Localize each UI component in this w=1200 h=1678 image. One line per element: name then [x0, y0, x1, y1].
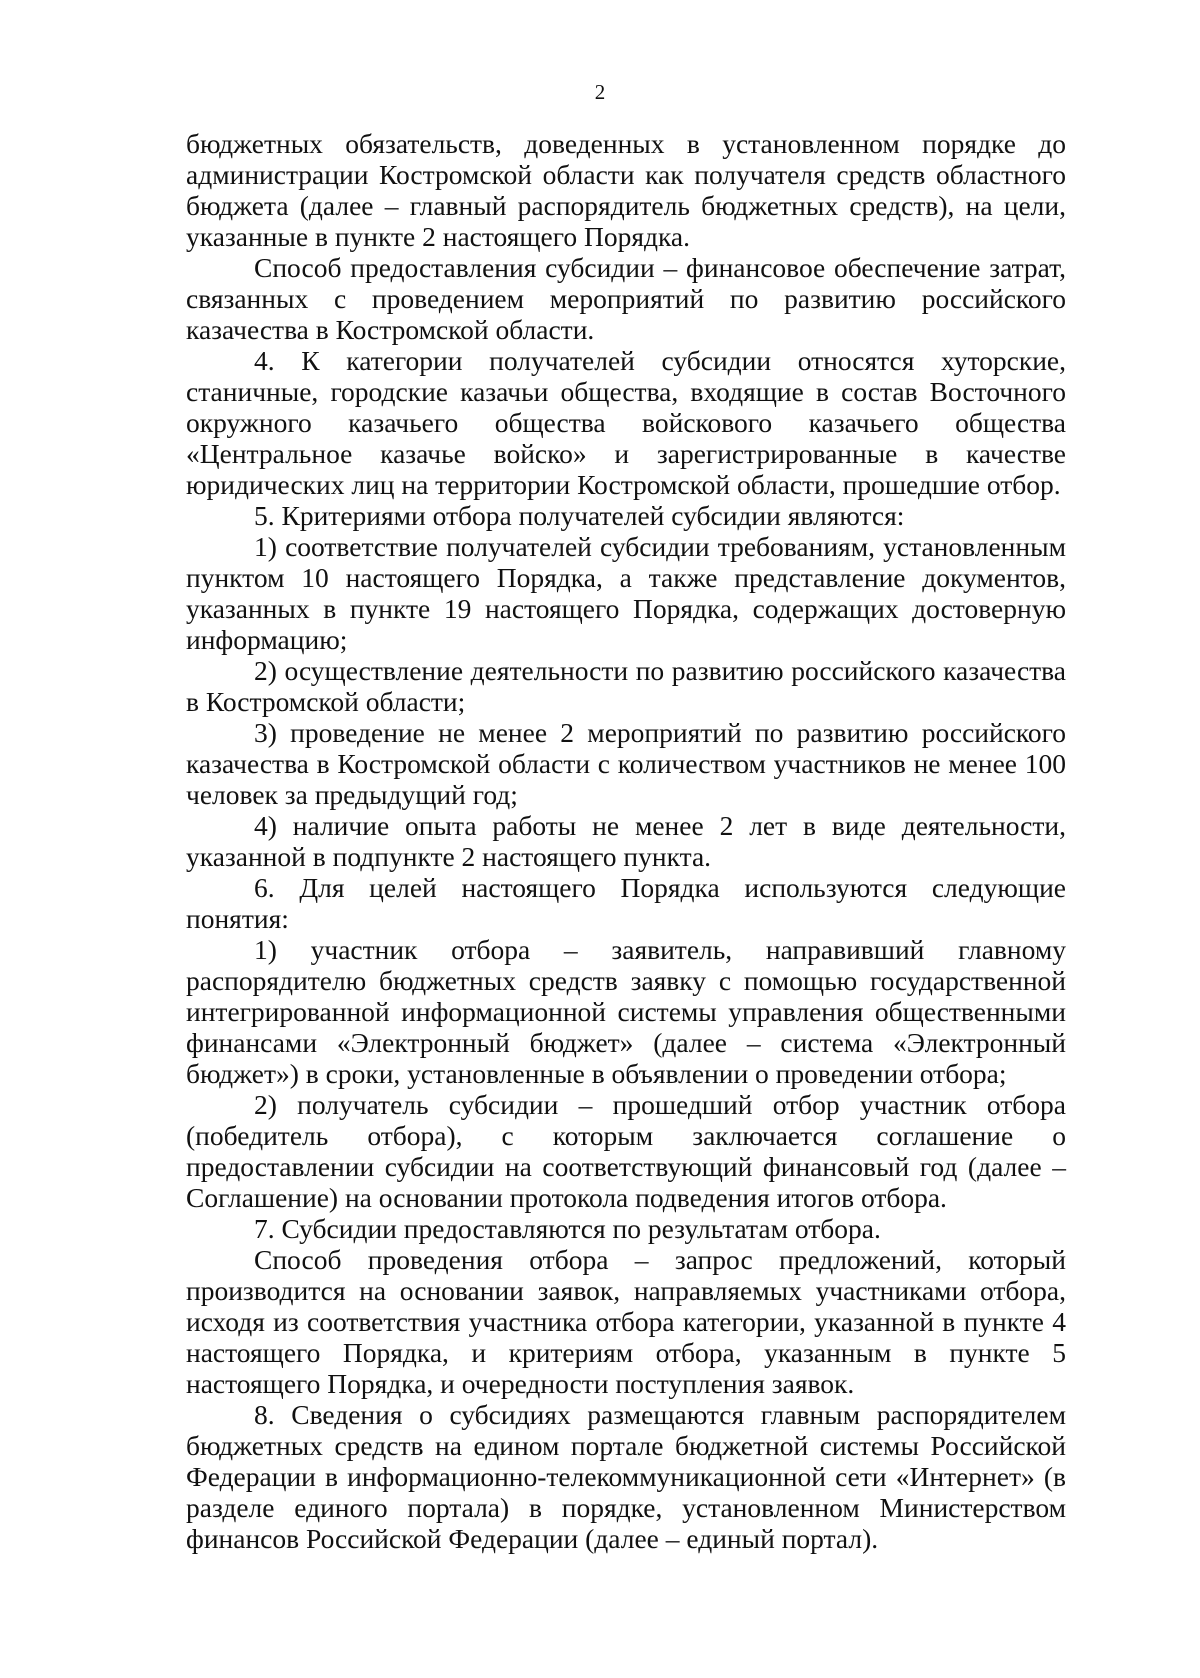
paragraph-continuation: бюджетных обязательств, доведенных в установленном порядке до администрации Костромской области как получателя средств областного бюджета (далее – главный распорядитель бюджетных средств), на цели, указанные в пункте 2 настоящего Порядка. — [186, 128, 1066, 252]
paragraph-subsidy-method: Способ предоставления субсидии – финансовое обеспечение затрат, связанных с проведением мероприятий по развитию российского казачества в Костромской области. — [186, 252, 1066, 345]
paragraph-item-5-2: 2) осуществление деятельности по развитию российского казачества в Костромской области; — [186, 655, 1066, 717]
paragraph-item-6-1: 1) участник отбора – заявитель, направивший главному распорядителю бюджетных средств заявку с помощью государственной интегрированной информационной системы управления общественными финансами «Электронный бюджет» (далее – система «Электронный бюджет») в сроки, установленные в объявлении о проведении отбора; — [186, 934, 1066, 1089]
paragraph-item-8: 8. Сведения о субсидиях размещаются главным распорядителем бюджетных средств на едином портале бюджетной системы Российской Федерации в информационно-телекоммуникационной сети «Интернет» (в разделе единого портала) в порядке, установленном Министерством финансов Российской Федерации (далее – единый портал). — [186, 1399, 1066, 1554]
paragraph-item-5-4: 4) наличие опыта работы не менее 2 лет в виде деятельности, указанной в подпункте 2 настоящего пункта. — [186, 810, 1066, 872]
paragraph-selection-method: Способ проведения отбора – запрос предложений, который производится на основании заявок, направляемых участниками отбора, исходя из соответствия участника отбора категории, указанной в пункте 4 настоящего Порядка, и критериям отбора, указанным в пункте 5 настоящего Порядка, и очередности поступления заявок. — [186, 1244, 1066, 1399]
page-number: 2 — [594, 80, 606, 104]
paragraph-item-7: 7. Субсидии предоставляются по результатам отбора. — [254, 1213, 881, 1244]
paragraph-item-6-2: 2) получатель субсидии – прошедший отбор участник отбора (победитель отбора), с которым заключается соглашение о предоставлении субсидии на соответствующий финансовый год (далее – Соглашение) на основании протокола подведения итогов отбора. — [186, 1089, 1066, 1213]
document-body — [186, 128, 1066, 1554]
paragraph-item-4: 4. К категории получателей субсидии относятся хуторские, станичные, городские казачьи общества, входящие в состав Восточного окружного казачьего общества войскового казачьего общества «Центральное казачье войско» и зарегистрированные в качестве юридических лиц на территории Костромской области, прошедшие отбор. — [186, 345, 1066, 500]
paragraph-item-5-3: 3) проведение не менее 2 мероприятий по развитию российского казачества в Костромской области с количеством участников не менее 100 человек за предыдущий год; — [186, 717, 1066, 810]
paragraph-item-5-1: 1) соответствие получателей субсидии требованиям, установленным пунктом 10 настоящего Порядка, а также представление документов, указанных в пункте 19 настоящего Порядка, содержащих достоверную информацию; — [186, 531, 1066, 655]
paragraph-item-5: 5. Критериями отбора получателей субсидии являются: — [254, 500, 905, 531]
paragraph-item-6: 6. Для целей настоящего Порядка используются следующие понятия: — [186, 872, 1066, 934]
